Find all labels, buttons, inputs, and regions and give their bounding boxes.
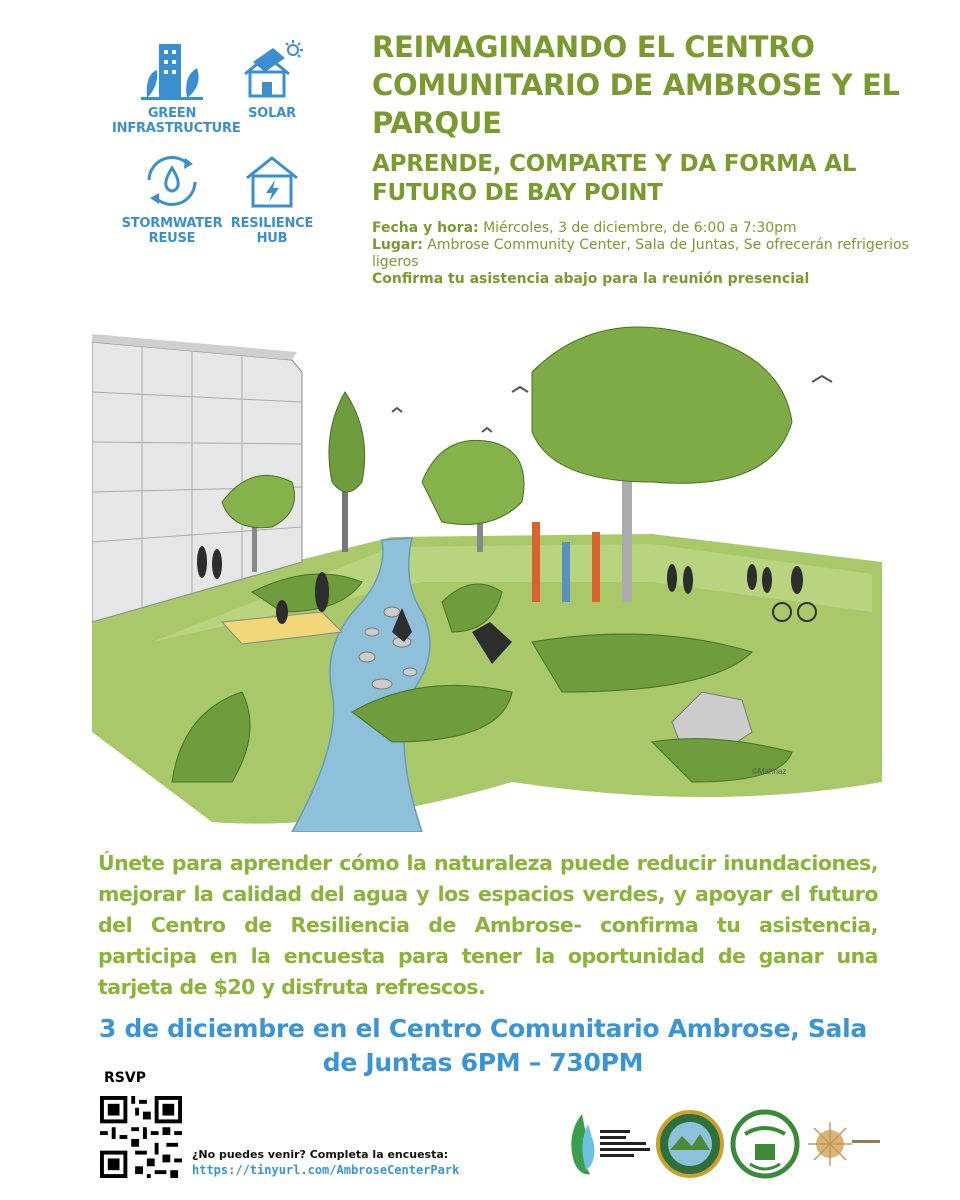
confirm-text: Confirma tu asistencia abajo para la reunión presencial <box>372 271 810 287</box>
invitation-paragraph: Únete para aprender cómo la naturaleza puede reducir inundaciones, mejorar la calidad del agua y los espacios verdes, y apoyar el futuro del Centro de Resiliencia de Ambrose- confirma tu asistencia, participa en la encuesta para tener la oportunidad de ganar una tarjeta de $20 y disfruta refrescos. <box>98 851 878 999</box>
hyphae-logo <box>808 1122 880 1166</box>
county-seal-logo <box>658 1112 722 1176</box>
icon-label-solar: SOLAR <box>248 106 296 121</box>
page-subtitle: APRENDE, COMPARTE Y DA FORMA AL FUTURO DE BAY POINT <box>372 151 857 206</box>
place-value: Ambrose Community Center, Sala de Juntas, Se ofrecerán refrigerios ligeros <box>372 237 909 270</box>
water-cycle-icon <box>137 150 207 212</box>
date-value: Miércoles, 3 de diciembre, de 6:00 a 7:30pm <box>478 220 797 236</box>
icon-label-green: GREEN INFRASTRUCTURE <box>112 106 241 136</box>
icon-label-resilience: RESILIENCE HUB <box>230 216 314 246</box>
event-date-highlight: 3 de diciembre en el Centro Comunitario Ambrose, Sala de Juntas 6PM – 730PM <box>99 1014 867 1077</box>
rsvp-label: RSVP <box>104 1070 146 1086</box>
artist-signature: ©Mahnaz <box>752 767 787 776</box>
icon-label-stormwater: STORMWATER REUSE <box>121 216 223 246</box>
date-label: Fecha y hora: <box>372 220 479 236</box>
page-title: REIMAGINANDO EL CENTRO COMUNITARIO DE AMBROSE Y EL PARQUE <box>372 30 900 140</box>
event-info <box>372 220 932 288</box>
ambrose-rec-park-logo <box>733 1112 797 1176</box>
survey-link[interactable]: https://tinyurl.com/AmbroseCenterPark <box>192 1163 460 1177</box>
qr-code[interactable] <box>100 1096 182 1178</box>
partner-logos <box>560 1104 900 1184</box>
place-label: Lugar: <box>372 237 423 253</box>
resilience-house-icon <box>237 150 307 212</box>
building-plant-icon <box>137 40 207 102</box>
solar-tile <box>212 40 332 121</box>
ccrcd-logo <box>571 1114 650 1174</box>
date-line <box>372 220 932 237</box>
survey-prompt: ¿No puedes venir? Completa la encuesta: <box>192 1148 449 1161</box>
place-line <box>372 237 932 271</box>
solar-house-icon <box>237 40 307 102</box>
resilience-hub-tile <box>212 150 332 246</box>
park-illustration <box>92 312 882 832</box>
